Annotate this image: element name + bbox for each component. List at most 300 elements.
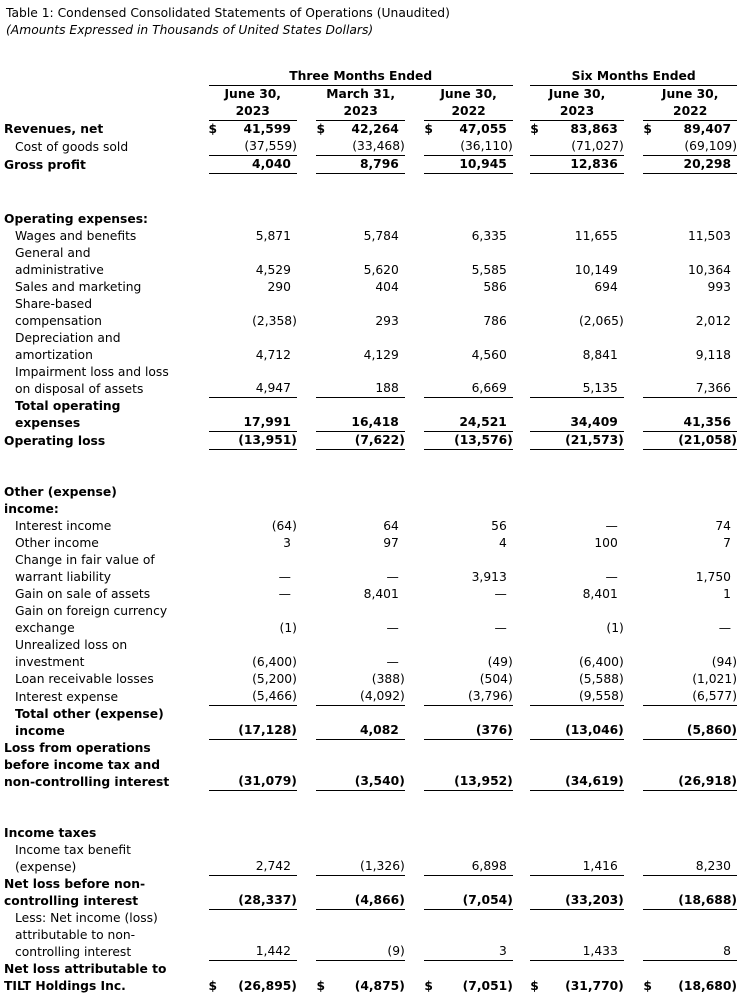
- value-cell: [316, 484, 404, 518]
- value-cell: [424, 121, 512, 138]
- value-cell: [424, 228, 512, 245]
- row-label: [4, 279, 205, 296]
- value-cell: [316, 398, 404, 432]
- value: (34,619): [565, 774, 624, 788]
- row-label: [4, 121, 205, 138]
- value: (2,358): [252, 314, 297, 328]
- value-cell: [643, 637, 737, 671]
- value-cell: [424, 138, 512, 156]
- row-label-text: Interest expense: [15, 690, 119, 704]
- value: (64): [271, 519, 297, 533]
- row-label-line: before income tax and: [4, 758, 161, 772]
- table-row-tax-benefit: [4, 842, 737, 876]
- value-cell: [316, 706, 404, 740]
- row-label-line: controlling interest: [15, 945, 132, 959]
- value: 97: [383, 536, 399, 550]
- header-row-1: [4, 86, 737, 103]
- value-cell: [209, 688, 297, 706]
- value: (13,046): [565, 723, 624, 737]
- value-cell: [316, 740, 404, 791]
- value: 293: [375, 314, 399, 328]
- row-label-line: amortization: [15, 348, 93, 362]
- value-cell: [424, 484, 512, 518]
- value: (376): [475, 723, 513, 737]
- value-cell: [530, 211, 624, 228]
- table-row-total-opex: [4, 398, 737, 432]
- value: —: [278, 587, 291, 601]
- table-row-loss-before-tax: [4, 740, 737, 791]
- value-cell: [316, 603, 404, 637]
- value-cell: [530, 156, 624, 174]
- table-row-gain-sale: [4, 586, 737, 603]
- row-label-line: investment: [15, 655, 85, 669]
- table-row-other-income: [4, 535, 737, 552]
- value: 5,585: [471, 263, 507, 277]
- row-label: [4, 740, 205, 791]
- value: 34,409: [570, 415, 618, 429]
- row-label: [4, 330, 205, 364]
- value-cell: [424, 245, 512, 279]
- value-cell: [530, 398, 624, 432]
- column-header: 2022: [424, 103, 512, 121]
- value-cell: [424, 671, 512, 688]
- value-cell: [530, 706, 624, 740]
- row-label-text: Interest income: [15, 519, 112, 533]
- table-row-other-header: [4, 484, 737, 518]
- value-cell: [209, 552, 297, 586]
- value: (9): [387, 944, 405, 958]
- value: (4,092): [360, 689, 405, 703]
- row-label-line: Total other (expense): [15, 707, 164, 721]
- spacer-row: [4, 194, 737, 211]
- value-cell: [209, 706, 297, 740]
- value: 41,599: [243, 122, 291, 136]
- spacer-row: [4, 808, 737, 825]
- value-cell: [424, 364, 512, 398]
- value-cell: [209, 603, 297, 637]
- row-label-line: Net loss attributable to: [4, 962, 167, 976]
- value: 7: [723, 536, 731, 550]
- value-cell: [530, 245, 624, 279]
- value: 586: [483, 280, 507, 294]
- row-label-line: Net loss before non-: [4, 877, 146, 891]
- value: 290: [267, 280, 291, 294]
- value-cell: [316, 432, 404, 450]
- value: (18,688): [678, 893, 737, 907]
- value: (71,027): [571, 139, 624, 153]
- table-row-sales: [4, 279, 737, 296]
- value-cell: [316, 535, 404, 552]
- value-cell: [209, 876, 297, 910]
- table-row-impairment: [4, 364, 737, 398]
- row-label-line: Loss from operations: [4, 741, 151, 755]
- value: 11,655: [574, 229, 618, 243]
- row-label: [4, 228, 205, 245]
- currency-symbol: $: [316, 122, 326, 136]
- currency-symbol: $: [424, 979, 433, 993]
- value: 786: [483, 314, 507, 328]
- value-cell: [530, 586, 624, 603]
- table-row-revenues: [4, 121, 737, 138]
- value-cell: [643, 245, 737, 279]
- value-cell: [643, 876, 737, 910]
- value-cell: [530, 740, 624, 791]
- value-cell: [643, 740, 737, 791]
- value: 2,742: [255, 859, 291, 873]
- row-label-line: Total operating: [15, 399, 121, 413]
- group-three-months: Three Months Ended: [209, 68, 513, 86]
- value: 993: [707, 280, 731, 294]
- value: (7,051): [462, 979, 513, 993]
- value-cell: [424, 603, 512, 637]
- row-label-line: General and: [15, 246, 91, 260]
- table-subtitle: (Amounts Expressed in Thousands of United States Dollars): [6, 23, 374, 37]
- value-cell: [209, 245, 297, 279]
- value: 56: [491, 519, 507, 533]
- value: —: [494, 621, 507, 635]
- currency-symbol: $: [208, 979, 218, 993]
- value: (26,895): [238, 979, 297, 993]
- value: 3: [498, 944, 507, 958]
- value-cell: [209, 586, 297, 603]
- value: (388): [371, 672, 405, 686]
- value-cell: [530, 484, 624, 518]
- value-cell: [643, 330, 737, 364]
- value: (5,466): [252, 689, 297, 703]
- value-cell: [643, 842, 737, 876]
- value: 10,364: [687, 263, 731, 277]
- value: —: [605, 519, 618, 533]
- table-row-total-other: [4, 706, 737, 740]
- table-row-warrant: [4, 552, 737, 586]
- value-cell: [316, 552, 404, 586]
- value-cell: [424, 842, 512, 876]
- value: 8: [723, 944, 731, 958]
- row-label-text: Gross profit: [4, 158, 86, 172]
- value: 5,784: [363, 229, 399, 243]
- row-label: [4, 484, 205, 518]
- column-header: March 31,: [326, 87, 395, 101]
- value-cell: [530, 961, 624, 995]
- value-cell: [209, 432, 297, 450]
- value-cell: [316, 121, 404, 138]
- value-cell: [530, 603, 624, 637]
- value-cell: [424, 637, 512, 671]
- value-cell: [316, 138, 404, 156]
- value-cell: [530, 330, 624, 364]
- value-cell: [643, 484, 737, 518]
- row-label: [4, 876, 205, 910]
- value: (13,952): [454, 774, 513, 788]
- value-cell: [530, 138, 624, 156]
- value: 47,055: [459, 122, 507, 136]
- value-cell: [643, 688, 737, 706]
- value: 694: [594, 280, 618, 294]
- row-label-text: Income taxes: [4, 826, 97, 840]
- value: (5,200): [252, 672, 297, 686]
- value-cell: [530, 364, 624, 398]
- value: (5,588): [579, 672, 624, 686]
- value-cell: [316, 910, 404, 961]
- group-six-months: Six Months Ended: [530, 68, 737, 86]
- value-cell: [643, 961, 737, 995]
- row-label-text: Operating loss: [4, 434, 106, 448]
- value: 6,669: [471, 381, 507, 395]
- value-cell: [643, 671, 737, 688]
- value-cell: [643, 398, 737, 432]
- row-label: [4, 156, 205, 174]
- column-header: 2023: [316, 103, 404, 121]
- table-title-block: [6, 5, 450, 39]
- row-label: [4, 364, 205, 398]
- row-label-text: Loan receivable losses: [15, 672, 154, 686]
- row-label-text: Sales and marketing: [15, 280, 142, 294]
- value: (31,770): [565, 979, 624, 993]
- value: 4,529: [255, 263, 291, 277]
- row-label-line: expenses: [15, 416, 81, 430]
- row-label-line: non-controlling interest: [4, 775, 170, 789]
- value-cell: [530, 842, 624, 876]
- value: (2,065): [579, 314, 624, 328]
- value: 1,442: [255, 944, 291, 958]
- value: 100: [594, 536, 618, 550]
- table-row-income-taxes-header: [4, 825, 737, 842]
- value-cell: [209, 518, 297, 535]
- value-cell: [209, 330, 297, 364]
- value: (504): [479, 672, 513, 686]
- value-cell: [209, 825, 297, 842]
- value: (28,337): [238, 893, 297, 907]
- value-cell: [209, 156, 297, 174]
- value: 4: [498, 536, 507, 550]
- row-label-line: exchange: [15, 621, 75, 635]
- value-cell: [209, 211, 297, 228]
- column-header: June 30,: [224, 87, 281, 101]
- value: 74: [715, 519, 731, 533]
- value-cell: [424, 432, 512, 450]
- currency-symbol: $: [643, 979, 652, 993]
- row-label-line: Unrealized loss on: [15, 638, 128, 652]
- value: 4,712: [255, 348, 291, 362]
- row-label-line: income: [15, 724, 65, 738]
- row-label: [4, 432, 205, 450]
- table-row-nci: [4, 910, 737, 961]
- row-label-line: Impairment loss and loss: [15, 365, 169, 379]
- value-cell: [643, 279, 737, 296]
- value: (4,866): [354, 893, 405, 907]
- row-label: [4, 138, 205, 156]
- value: (4,875): [354, 979, 405, 993]
- value: (37,559): [244, 139, 297, 153]
- value: (7,054): [462, 893, 513, 907]
- table-row-wages: [4, 228, 737, 245]
- value-cell: [530, 637, 624, 671]
- value: (21,573): [565, 433, 624, 447]
- value: 404: [375, 280, 399, 294]
- table-row-da: [4, 330, 737, 364]
- value-cell: [316, 279, 404, 296]
- value-cell: [643, 138, 737, 156]
- value: (31,079): [238, 774, 297, 788]
- value: 5,135: [582, 381, 618, 395]
- row-label-line: administrative: [15, 263, 104, 277]
- value-cell: [530, 432, 624, 450]
- value: 4,560: [471, 348, 507, 362]
- row-label: [4, 637, 205, 671]
- row-label: [4, 586, 205, 603]
- statements-of-operations-table: [4, 68, 737, 995]
- table-row-interest-income: [4, 518, 737, 535]
- row-label: [4, 706, 205, 740]
- currency-symbol: $: [208, 122, 218, 136]
- value-cell: [530, 518, 624, 535]
- value: 42,264: [351, 122, 399, 136]
- value-cell: [209, 398, 297, 432]
- value: 6,335: [471, 229, 507, 243]
- header-row-2: [4, 103, 737, 121]
- value: (3,540): [354, 774, 405, 788]
- value: (1): [279, 621, 297, 635]
- row-label-line: (expense): [15, 860, 77, 874]
- value-cell: [209, 279, 297, 296]
- value-cell: [316, 688, 404, 706]
- value: 83,863: [570, 122, 618, 136]
- value: 4,040: [252, 157, 291, 171]
- value: (21,058): [678, 433, 737, 447]
- value: 11,503: [687, 229, 731, 243]
- value-cell: [643, 156, 737, 174]
- value: 89,407: [683, 122, 731, 136]
- value: 4,129: [363, 348, 399, 362]
- table-row-interest-expense: [4, 688, 737, 706]
- value: 24,521: [459, 415, 507, 429]
- value-cell: [530, 121, 624, 138]
- value: 64: [383, 519, 399, 533]
- value-cell: [316, 876, 404, 910]
- value: 4,082: [359, 723, 399, 737]
- value: 5,871: [255, 229, 291, 243]
- value-cell: [316, 228, 404, 245]
- value-cell: [316, 671, 404, 688]
- value-cell: [530, 535, 624, 552]
- value-cell: [643, 603, 737, 637]
- value-cell: [209, 671, 297, 688]
- column-header: June 30,: [440, 87, 497, 101]
- value: (5,860): [686, 723, 737, 737]
- value: 7,366: [695, 381, 731, 395]
- value-cell: [643, 228, 737, 245]
- value-cell: [316, 961, 404, 995]
- value-cell: [209, 484, 297, 518]
- value-cell: [424, 156, 512, 174]
- value-cell: [530, 671, 624, 688]
- value: 3,913: [471, 570, 507, 584]
- value: (33,203): [565, 893, 624, 907]
- value: 1,750: [695, 570, 731, 584]
- value-cell: [643, 910, 737, 961]
- table-row-ga: [4, 245, 737, 279]
- row-label-text: Revenues, net: [4, 122, 104, 136]
- row-label: [4, 910, 205, 961]
- value-cell: [530, 228, 624, 245]
- row-label-text: Cost of goods sold: [15, 140, 129, 154]
- row-label: [4, 211, 205, 228]
- value-cell: [209, 961, 297, 995]
- row-label-line: warrant liability: [15, 570, 112, 584]
- table-row-sbc: [4, 296, 737, 330]
- column-header: 2023: [530, 103, 624, 121]
- value-cell: [424, 740, 512, 791]
- value: 8,401: [582, 587, 618, 601]
- row-label-line: Other (expense): [4, 485, 117, 499]
- value: 8,841: [582, 348, 618, 362]
- currency-symbol: $: [643, 122, 652, 136]
- value-cell: [424, 688, 512, 706]
- value-cell: [209, 910, 297, 961]
- value: 9,118: [695, 348, 731, 362]
- value: 1,433: [582, 944, 618, 958]
- table-title: Table 1: Condensed Consolidated Statements of Operations (Unaudited): [6, 6, 450, 20]
- row-label-line: Depreciation and: [15, 331, 121, 345]
- value: 10,149: [574, 263, 618, 277]
- value-cell: [209, 740, 297, 791]
- value: 16,418: [351, 415, 399, 429]
- spacer-row: [4, 174, 737, 194]
- column-header: 2022: [643, 103, 737, 121]
- value: (6,577): [692, 689, 737, 703]
- value-cell: [209, 637, 297, 671]
- value-cell: [209, 842, 297, 876]
- value: (6,400): [252, 655, 297, 669]
- value: 6,898: [471, 859, 507, 873]
- value-cell: [643, 432, 737, 450]
- value-cell: [530, 876, 624, 910]
- value: —: [718, 621, 731, 635]
- row-label-line: income:: [4, 502, 59, 516]
- value-cell: [424, 211, 512, 228]
- table-row-fx: [4, 603, 737, 637]
- value-cell: [424, 535, 512, 552]
- row-label: [4, 688, 205, 706]
- value-cell: [316, 156, 404, 174]
- row-label-line: TILT Holdings Inc.: [4, 979, 126, 993]
- value: 12,836: [570, 157, 618, 171]
- value-cell: [316, 245, 404, 279]
- value: —: [605, 570, 618, 584]
- value: 41,356: [683, 415, 731, 429]
- value-cell: [424, 296, 512, 330]
- value: (1,021): [692, 672, 737, 686]
- value-cell: [424, 961, 512, 995]
- row-label-line: Gain on foreign currency: [15, 604, 168, 618]
- value-cell: [643, 121, 737, 138]
- value: (49): [487, 655, 513, 669]
- value-cell: [643, 211, 737, 228]
- value-cell: [209, 296, 297, 330]
- value-cell: [316, 364, 404, 398]
- value: 10,945: [459, 157, 507, 171]
- value-cell: [209, 364, 297, 398]
- row-label: [4, 518, 205, 535]
- value: (17,128): [238, 723, 297, 737]
- value: —: [278, 570, 291, 584]
- table-row-net-loss-tilt: [4, 961, 737, 995]
- currency-symbol: $: [316, 979, 326, 993]
- value-cell: [530, 296, 624, 330]
- value: 5,620: [363, 263, 399, 277]
- value-cell: [643, 296, 737, 330]
- value-cell: [643, 552, 737, 586]
